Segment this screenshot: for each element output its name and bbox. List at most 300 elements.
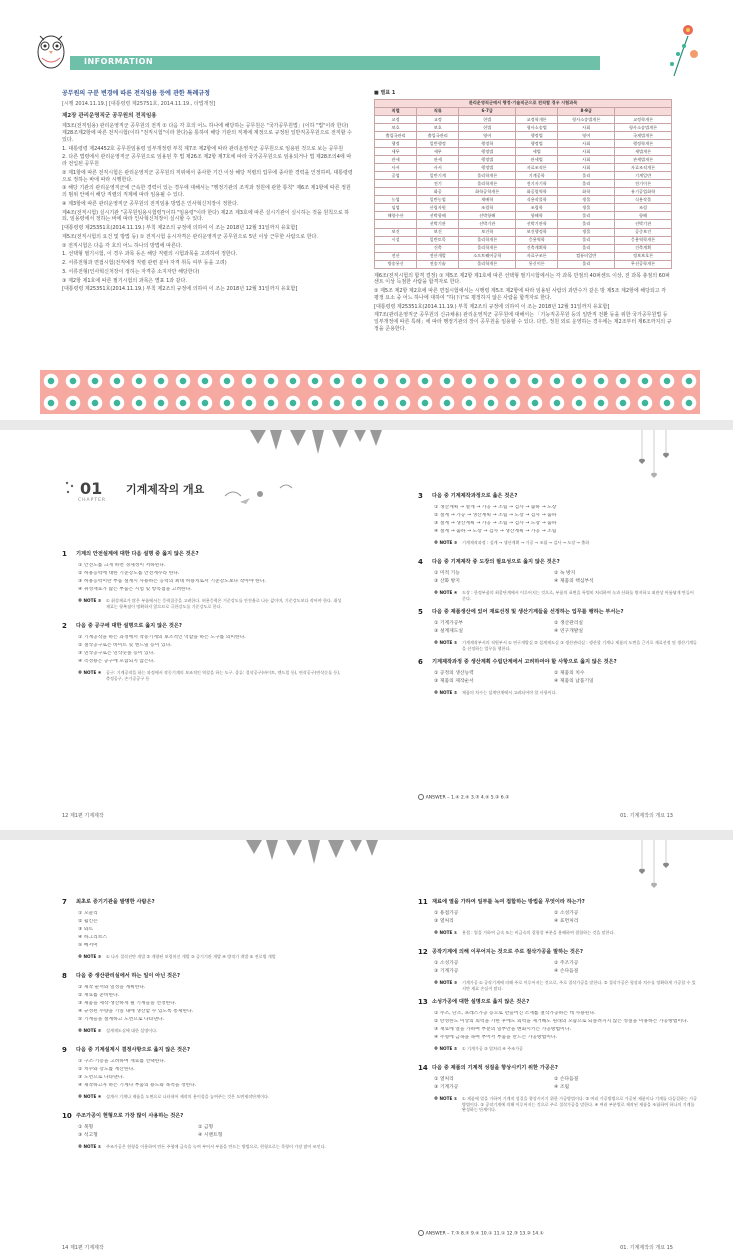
table-row	[375, 252, 672, 260]
answer-option: ⑤ 베서머	[78, 943, 98, 948]
table-cell: 생물	[558, 228, 615, 236]
paragraph: [대통령령 제25351호(2014.11.19.) 부칙 제2조의 규정에 의하여 이 조는 2018년 12월 31일까지 유효함]	[62, 286, 298, 293]
paragraph: 제6조(전직시험의 합격 결정) ① 제5조 제2항 제1호에 따른 선택형 필기시험에서는 각 과목 만점의 40퍼센트 이상, 전 과목 총점의 60퍼센트 이상 득점한 사람을 합격자로 한다.	[374, 272, 670, 286]
answer-option: ④ 제품의 납품기일	[554, 679, 594, 684]
table-cell: 화공열역학	[516, 188, 558, 196]
table-cell: 컴퓨터일반	[558, 252, 615, 260]
answer-option: ③ 와트	[78, 927, 94, 932]
table-row	[375, 156, 672, 164]
info-content	[62, 90, 672, 362]
table-header-cell: 직류	[417, 107, 459, 115]
answer-text: ANSWER – 1.④ 2.④ 3.③ 4.④ 5.② 6.②	[425, 795, 510, 801]
table-cell: 응용역학	[516, 236, 558, 244]
table-cell: 임업	[375, 204, 417, 212]
answer-option: ③ 설계제도실	[434, 629, 463, 634]
table-cell: 선박항해	[417, 212, 459, 220]
answer-option: ④ 제작하고자 하는 기계나 부품의 용도와 목적을 정한다.	[78, 1083, 197, 1088]
question-number: 12	[418, 948, 428, 956]
answer-line	[418, 1230, 544, 1238]
answer-option: ④ 하그리브스	[78, 935, 107, 940]
chapter-badge	[64, 478, 124, 512]
table-cell: 사서	[375, 164, 417, 172]
answer-option: ② 탄성한도 이상의 외력을 가한 후에도 외력을 제거해도 원래의 모습으로 되돌려지지 않는 성질을 이용하는 가공방법이다.	[434, 1019, 689, 1024]
page14-questions	[62, 898, 362, 1228]
table-cell: 관세	[375, 156, 417, 164]
paragraph: [대통령령 제25351호(2014.11.19.) 부칙 제2조의 규정에 의하여 이 조는 2018년 12월 31일까지 유효함]	[374, 303, 610, 310]
table-cell: 건축계획	[615, 244, 672, 252]
table-cell: 전산	[375, 252, 417, 260]
table-header-cell: 직렬	[375, 107, 417, 115]
chapter-number: 01	[80, 479, 103, 498]
note-text: 기계가공 ① 공작기계에 의해 주로 이루어지는 것으로, 주로 절삭가공을 말한다. ② 절삭가공은 형상과 치수를 정확하게 가공할 수 있지만 재료 손실이 많다.	[462, 980, 696, 991]
paragraph: 제3조(전직임용) 관리운영직군 공무원의 전직 ① 다음 각 호의 어느 하나에 해당하는 공무원은 "국가공무원법」(이하 "법"이라 한다) 제28조제2항에 따른 전직시험(이하 "전직시험"이라 한다)을 통하여 해당 기관의 직제에 계정으로 규정된 일반직공무원으로 전직할 수 있다.	[62, 123, 352, 143]
answer-option: ② 주조가공	[554, 961, 579, 966]
table-cell: 행정학개론	[615, 139, 672, 147]
question-number: 7	[62, 898, 67, 906]
table-cell: 보호	[375, 123, 417, 131]
question-text: 기계제작과정 중 생산계획 수립단계에서 고려하여야 할 사항으로 옳지 않은 것은?	[432, 659, 617, 665]
table-cell: 행정법	[459, 156, 516, 164]
paragraph: 1. 대통령령 제24452호 공무원임용령 일부개정령 부칙 제7조 제2항에 따라 관리운영직군 공무원으로 임용된 것으로 보는 공무원	[62, 145, 344, 152]
table-cell: 행정법	[459, 164, 516, 172]
footer-right: 01. 기계제작의 개요 15	[620, 1245, 673, 1252]
answer-option: ④ 손다듬질	[554, 969, 579, 974]
table-cell: 화학공학개론	[459, 188, 516, 196]
footer-left: 12 제1편 기계제작	[62, 813, 104, 820]
chapter-page-12-13	[0, 430, 733, 830]
table-cell: 행정법	[516, 139, 558, 147]
note-text: ① 취성재료가 많은 부품에서는 응력집중을 고려한다. 허용응력은 기준강도를 안전율로 나눈 값이며, 기준강도보다 작아야 한다. 취성재료는 항복점이 명확하지 않으므로 극한강도를 기준강도로 한다.	[106, 598, 342, 609]
table-cell: 일반기계	[417, 172, 459, 180]
table-cell: 응용역학개론	[615, 236, 672, 244]
question-text: 재료에 열을 가하여 일부를 녹여 접합하는 방법을 무엇이라 하는가?	[432, 899, 585, 905]
question-text: 최초로 증기기관을 발명한 사람은?	[76, 899, 155, 905]
table-cell: 선박항해	[459, 212, 516, 220]
table-cell: 행정법	[516, 131, 558, 139]
table-cell: 소프트웨어공학	[459, 252, 516, 260]
answer-option: ③ 재료에 열을 가하여 부분의 일부만을 변화시키는 가공방법이다.	[434, 1027, 571, 1032]
paragraph: 3. 서류전형(인사혁신처장이 정하는 자격증 소지자만 해당한다)	[62, 268, 200, 275]
table-cell: 사회	[558, 148, 615, 156]
table-cell: 세무	[375, 148, 417, 156]
table-cell: 생물	[558, 196, 615, 204]
question-number: 5	[418, 608, 423, 616]
answer-option: ① 안전도를 크게 하면 경제성이 저하된다.	[78, 563, 166, 568]
answer-icon	[418, 1230, 424, 1236]
table-row	[375, 196, 672, 204]
paragraph: 제7조(관리운영직군 공무원의 신규채용) 관리운영직군 공무원에 대해서는 「기능직공무원 등의 일반직 전환 등을 위한 국가공무원법 등 일부개정에 따른 특례」에 따라 행정기관의 장이 공무원을 임용할 수 있다. 다만, 정원 외로 운영하는 경우에는 제2조부터 제6조까지의 규정을 준용한다.	[374, 312, 672, 332]
table-cell: 전송기술	[417, 260, 459, 268]
doc-subtitle: [시행 2014.11.19.] [대통령령 제25751호, 2014.11.19., 타법개정]	[62, 101, 216, 108]
chapter-dots-icon	[64, 480, 76, 498]
table-cell: 전산개발	[417, 252, 459, 260]
table-row	[375, 139, 672, 147]
answer-option: ② 손다듬질	[554, 1077, 579, 1082]
table-cell: 선박기관	[615, 220, 672, 228]
answer-line	[418, 794, 509, 802]
answer-option: ③ 석고형	[78, 1133, 98, 1138]
table-row	[375, 148, 672, 156]
table-cell: 선박기관	[459, 220, 516, 228]
answer-option: ② 허용응력에 대한 기준강도를 안전계수라 한다.	[78, 571, 180, 576]
table-cell	[375, 244, 417, 252]
table-cell: 행정학	[459, 139, 516, 147]
table-row	[375, 180, 672, 188]
table-cell: 물리학개론	[459, 236, 516, 244]
table-cell: 보건	[375, 228, 417, 236]
note-label: ※ NOTE ①	[434, 1096, 458, 1101]
answer-option: ④ 표면처리	[554, 919, 579, 924]
info-right-column	[374, 90, 672, 335]
owl-icon	[34, 26, 68, 70]
answer-option: ③ 제품의 제작순서	[434, 679, 474, 684]
note-text: 공구: 기계공작을 하는 과정에서 작동기계의 보조적인 역할을 하는 도구. 종류: 절삭공구(바이트, 엔드밀 등), 연삭공구(연삭숫돌 등), 측정공구, 손가공공구 등	[106, 670, 341, 681]
answer-option: ① 미적 기능	[434, 571, 460, 576]
chapter-label: CHAPTER	[78, 498, 107, 503]
table-cell: 사서	[417, 164, 459, 172]
answer-option: ① 모즐리	[78, 911, 98, 916]
note-text: ① 기계가공 ③ 열처리 ④ 주조가공	[462, 1046, 524, 1051]
table-cell: 교정	[417, 115, 459, 123]
answer-option: ② 치수와 강도를 계산한다.	[78, 1067, 135, 1072]
note-text: 도장 : 한정부품의 최종단계에서 이루어지는 것으로, 부품의 표면을 특별히 처리하여 녹과 산화를 방지하고 외관상 아름답게 만들어 준다.	[462, 590, 694, 601]
table-cell: 사회	[558, 164, 615, 172]
question-number: 11	[418, 898, 428, 906]
answer-option: ② 소성가공	[554, 911, 579, 916]
chapter-title: 기계제작의 개요	[126, 483, 205, 496]
table-cell: 물리	[558, 220, 615, 228]
table-cell: 물리	[558, 244, 615, 252]
table-cell: 행정	[375, 139, 417, 147]
answer-option: ④ 조립	[554, 1085, 570, 1090]
answer-option: ② 절삭공구로는 바이트 및 엔드밀 등이 있다.	[78, 643, 172, 648]
question-text: 다음 중 기계제작 중 도장의 필요성으로 옳지 않은 것은?	[432, 559, 560, 565]
table-cell: 형사소송법	[516, 123, 558, 131]
table-cell: 보건학	[459, 228, 516, 236]
table-row	[375, 220, 672, 228]
note-label: ※ NOTE ⑤	[78, 1028, 102, 1033]
page15-questions	[418, 898, 708, 1228]
answer-icon	[418, 794, 424, 800]
page13-questions	[418, 492, 708, 802]
answer-option: ② 윌킨슨	[78, 919, 98, 924]
table-cell	[375, 188, 417, 196]
table-cell: 관세	[417, 156, 459, 164]
note-text: 용접 : 열을 가하여 금속 또는 비금속의 결합할 부분을 용해하여 접합하는 것을 말한다.	[462, 930, 615, 935]
paragraph: [대통령령 제25351호(2014.11.19.) 부칙 제2조의 규정에 의하여 이 조는 2018년 12월 31일까지 유효함]	[62, 225, 298, 232]
answer-option: ③ 제품을 제작·생산하게 될 기계들을 선정한다.	[78, 1001, 177, 1006]
exam-subject-table	[374, 99, 672, 269]
question-number: 2	[62, 622, 67, 630]
table-header-row	[375, 107, 672, 115]
answer-text: ANSWER – 7.③ 8.⑤ 9.④ 10.① 11.① 12.③ 13.② 14.①	[425, 1231, 544, 1237]
table-cell: 일반농업	[417, 196, 459, 204]
right-paragraphs	[374, 273, 672, 333]
answer-option: ③ 허용응력이란 부품 설계시 사용하는 응력의 최대 허용치로서 기준강도보다 작아야 한다.	[78, 579, 266, 584]
paragraph: ④ 제3항에 따른 관리운영직군 공무원의 전직임용 방법은 인사혁신처장이 정한다.	[62, 200, 239, 207]
note-label: ※ NOTE ④	[434, 590, 458, 595]
answer-option: ③ 열처리	[434, 919, 454, 924]
table-cell: 무선공학개론	[615, 260, 672, 268]
table-row	[375, 260, 672, 268]
table-row	[375, 131, 672, 139]
answer-option: ② 녹 방지	[554, 571, 576, 576]
left-paragraphs	[62, 123, 354, 293]
note-text: 기계제작과정 : 설계 → 생산계획 → 가공 → 조립 → 검사 → 도장 → 출하	[462, 540, 590, 545]
answer-option: ④ 규정된 수량을 기일 내에 생산할 수 있도록 통제한다.	[78, 1009, 194, 1014]
table-cell: 물리	[558, 236, 615, 244]
note-label: ※ NOTE ④	[78, 1094, 102, 1099]
answer-option: ① 제작 순서와 일정을 계획한다.	[78, 985, 146, 990]
table-cell: 보호	[417, 123, 459, 131]
flower-icon	[660, 22, 700, 78]
table-cell: 건축계획학	[516, 244, 558, 252]
table-cell: 농업	[375, 196, 417, 204]
note-label: ※ NOTE ③	[434, 980, 458, 985]
table-cell: 물리	[558, 180, 615, 188]
paragraph: ② 전직시험은 다음 각 호의 어느 하나의 방법에 따른다.	[62, 242, 183, 249]
question-number: 3	[418, 492, 423, 500]
question-text: 소성가공에 대한 설명으로 옳지 않은 것은?	[432, 999, 530, 1005]
table-cell: 사회	[558, 123, 615, 131]
table-cell: 전기이론	[615, 180, 672, 188]
information-page	[0, 0, 733, 420]
note-text: ① 제품에 열을 가하여 기계적 성질을 향상시키기 위한 가공방법이다. ② 여러 가공방법으로 가공된 제품이나 기계를 다듬질하는 가공방법이다. ③ 공작기계에 의해 이루어지는 것으로 주로 절삭가공을 말한다. ④ 여러 부분별로 제작된 제품을 조립하여 하나의 기계를 완성하는 단계이다.	[462, 1096, 698, 1113]
table-cell: 통신이론	[516, 260, 558, 268]
table-cell: 교정학개론	[516, 115, 558, 123]
table-cell: 물리학개론	[459, 172, 516, 180]
paragraph: ③ 해당 기관의 관리운영직군에 근속한 경력이 있는 경우에 대해서는 "행정기관의 조직과 정원에 관한 통칙" 제6조 제1항에 따른 정원의 범위 안에서 해당 직렬의 직제에 따라 임용될 수 있다.	[62, 185, 351, 199]
table-cell: 공중보건	[615, 228, 672, 236]
table-cell: 물리학개론	[459, 244, 516, 252]
table-cell: 보건	[417, 228, 459, 236]
table-cell: 물리학개론	[459, 180, 516, 188]
question-number: 9	[62, 1046, 67, 1054]
table-cell: 영어	[459, 131, 516, 139]
information-label: INFORMATION	[84, 57, 154, 66]
answer-option: ③ 기계가공	[434, 1085, 459, 1090]
question-text: 다음 중 제품의 기계적 성질을 향상시키기 위한 가공은?	[432, 1065, 558, 1071]
answer-option: ③ 설계 → 생산계획 → 가공 → 조립 → 검사 → 도장 → 출하	[434, 521, 557, 526]
table-cell: 일반행정	[417, 139, 459, 147]
table-cell: 화공	[417, 188, 459, 196]
table-cell: 헌법	[459, 115, 516, 123]
note-label: ※ NOTE ①	[434, 930, 458, 935]
table-cell: 생물	[558, 204, 615, 212]
answer-option: ① 기계가공부	[434, 621, 463, 626]
note-text: 기계제작부서의 직원부서 ① 연구개발실 ② 설계제도실 ③ 생산관리실 : 생산할 기계나 제품의 도면을 근거로 재료선정 및 생산기계들을 선정하는 업무를 행한다.	[462, 640, 697, 651]
table-caption: 관리운영직군에서 행정·기술직군으로 전직할 경우 시험과목	[375, 99, 672, 107]
paragraph: ③ 제2항 제1호에 따른 필기시험의 과목은 별표 1과 같다.	[62, 277, 187, 284]
table-cell: 전기자기학	[516, 180, 558, 188]
paragraph: ② 제5조 제2항 제2호에 따른 면접시험에서는 시행령 제5조 제2항에 따라 임용된 사람의 과반수가 같은 방 제5조 제2항에 해당되고 각 평정 요소 중 어느 하나에 대하여 "하(下)"로 평정하지 않은 사람을 합격자로 한다.	[374, 288, 667, 301]
table-cell: 자료조직론	[516, 164, 558, 172]
paragraph: 1. 선택형 필기시험, 이 경우 과목 등은 해당 직렬의 시험과목을 고려하여 정한다.	[62, 251, 238, 258]
bird-icon	[220, 476, 310, 506]
table-cell: 세무	[417, 148, 459, 156]
table-cell: 일반토목	[417, 236, 459, 244]
paragraph: ② 제1항에 따른 전직시험은 관리운영직군 공무원의 직위에서 종사한 기간 이상 해당 직렬의 업무에 종사한 경력을 인정하며, 대통령령으로 정하는 바에 따라 시행한다.	[62, 169, 353, 183]
table-cell: 자료구조론	[516, 252, 558, 260]
hanging-leaves-icon	[236, 840, 386, 880]
answer-option: ④ 측정용은 공구에 포함되지 않는다.	[78, 659, 155, 664]
note-label: ※ NOTE ①	[78, 1144, 102, 1149]
question-number: 8	[62, 972, 67, 980]
table-cell: 교정학개론	[615, 115, 672, 123]
answer-option: ⑤ 기계들을 설계하고 도면으로 나타낸다.	[78, 1017, 165, 1022]
table-cell: 행정법	[459, 148, 516, 156]
answer-option: ④ 연구개발실	[554, 629, 583, 634]
question-text: 공작기계에 의해 이루어지는 것으로 주로 절삭가공을 말하는 것은?	[432, 949, 583, 955]
answer-option: ④ 주형에 금속을 녹여 부어서 부품을 만드는 가공방법이다.	[434, 1035, 558, 1040]
note-label: ※ NOTE ②	[434, 640, 458, 645]
note-text: 주조가공은 현형을 이용하여 만든 주형에 금속을 녹여 부어서 부품을 만드는 방법으로, 현형으로는 목형이 가장 많이 쓰인다.	[106, 1144, 326, 1149]
table-cell: 식용작물학	[516, 196, 558, 204]
table-cell: 사회	[558, 139, 615, 147]
answer-option: ① 소성가공	[434, 961, 459, 966]
table-cell: 형사소송법개론	[558, 115, 615, 123]
question-text: 다음 중 기계제작과정으로 옳은 것은?	[432, 493, 518, 499]
paragraph: 2. 서류전형과 면접시험(전직예정 직렬 관련 분야 자격 취득 여부 등을 고려)	[62, 260, 227, 267]
answer-option: ② 제품의 치수	[554, 671, 585, 676]
table-cell: 재배학	[459, 196, 516, 204]
note-text: 제품의 치수는 설계단계에서 고려되어야 할 사항이다.	[462, 690, 557, 695]
answer-option: ④ 제품의 핵심부석	[554, 579, 594, 584]
answer-option: ① 용접가공	[434, 911, 459, 916]
question-text: 주조가공이 현형으로 가장 많이 사용하는 것은?	[76, 1113, 184, 1119]
table-row	[375, 172, 672, 180]
table-cell	[375, 220, 417, 228]
table-cell: 조림학	[459, 204, 516, 212]
table-cell: 출입국관리	[375, 131, 417, 139]
question-number: 13	[418, 998, 428, 1006]
hanging-leaves-icon	[240, 430, 390, 470]
note-label: ※ NOTE ②	[434, 690, 458, 695]
paragraph: 제4조(전직시험) 실시기관 "공무원임용시험령"(이하 "임용령"이라 한다) 제2조 제3호에 따른 실시기관이 실시하는 것을 원칙으로 하되, 임용령에서 정하는 바에 따라 인사혁신처장이 실시할 수 있다.	[62, 209, 350, 223]
table-row	[375, 115, 672, 123]
table-cell: 방송통신	[375, 260, 417, 268]
note-text: 설계제도실에 대한 설명이다.	[106, 1028, 158, 1033]
answer-option: ③ 도면으로 나타낸다.	[78, 1075, 124, 1080]
table-cell: 헌법	[459, 123, 516, 131]
table-cell: 영어	[558, 131, 615, 139]
heart-icon	[632, 840, 676, 900]
table-cell: 조림	[615, 204, 672, 212]
table-cell: 조림학	[516, 204, 558, 212]
table-cell: 항해	[615, 212, 672, 220]
table-cell: 세법개론	[615, 148, 672, 156]
answer-option: ② 금형	[198, 1125, 214, 1130]
note-text: ① 나사 절삭선반 개발 ② 개량된 보링머신 개발 ③ 증기기관 개발 ④ 방적기 개발 ⑤ 전로법 개발	[106, 954, 276, 959]
answer-option: ① 기계공작을 하는 과정에서 작동기계의 보조적인 역할을 하는 도구를 의미한다.	[78, 635, 246, 640]
answer-option: ① 주조, 단조, 프레스가공 등으로 만들어진 소재를 절삭가공하는 데 사용된다.	[434, 1011, 596, 1016]
table-body	[375, 115, 672, 268]
question-number: 6	[418, 658, 423, 666]
table-cell: 공업	[375, 172, 417, 180]
table-cell: 출입국관리	[417, 131, 459, 139]
table-row	[375, 236, 672, 244]
table-cell: 형사소송법개론	[615, 123, 672, 131]
table-cell: 관세법개론	[615, 156, 672, 164]
question-number: 4	[418, 558, 423, 566]
heart-icon	[632, 430, 676, 490]
answer-option: ① 열처리	[434, 1077, 454, 1082]
footer-left: 14 제1편 기계제작	[62, 1245, 104, 1252]
note-label: ※ NOTE ④	[78, 670, 102, 675]
table-header-cell	[615, 107, 672, 115]
answer-option: ② 설계 → 가공 → 생산계획 → 조립 → 도장 → 검사 → 출하	[434, 513, 557, 518]
question-text: 다음 중 제품생산에 있어 재료선정 및 생산기계들을 선정하는 업무를 행하는 부서는?	[432, 609, 624, 615]
table-cell: 물리	[558, 260, 615, 268]
answer-option: ③ 기계가공	[434, 969, 459, 974]
table-cell: 물리학개론	[459, 260, 516, 268]
table-row	[375, 228, 672, 236]
table-cell: 세법	[516, 148, 558, 156]
section-title: 제2장 관리운영직군 공무원의 전직임용	[62, 112, 157, 119]
table-cell: 물리	[558, 172, 615, 180]
question-text: 다음 중 기계설계시 결정사항으로 옳지 않은 것은?	[76, 1047, 191, 1053]
note-label: ※ NOTE ③	[434, 540, 458, 545]
table-cell: 자료조직개론	[615, 164, 672, 172]
answer-option: ② 재료를 준비한다.	[78, 993, 120, 998]
paragraph: 제5조(전직시험의 요건 및 방법 등) ① 전직시험 응시자격은 관리운영직군 공무원으로 5년 이상 근무한 사람으로 한다.	[62, 233, 318, 240]
table-row	[375, 212, 672, 220]
table-cell: 해양수산	[375, 212, 417, 220]
table-cell: 유기공업화학	[615, 188, 672, 196]
chapter-page-14-15	[0, 840, 733, 1260]
table-header-cell	[516, 107, 558, 115]
question-number: 10	[62, 1112, 72, 1120]
answer-option: ④ 취성재료가 많은 부품은 시험 및 항복점을 고려한다.	[78, 587, 192, 592]
note-label: ※ NOTE ③	[78, 598, 102, 603]
table-cell: 국제법개론	[615, 131, 672, 139]
answer-option: ④ 설계 → 출하 → 도장 → 검사 → 생산계획 → 가공 → 조립	[434, 529, 557, 534]
answer-option: ④ 시멘트형	[198, 1133, 223, 1138]
table-cell: 산림자원	[417, 204, 459, 212]
paragraph: 2. 다른 법령에서 관리운영직군 공무원으로 임용된 후 법 제26조 제2항 제7호에 따라 국가공무원으로 임용되거나 법 제28조의4에 따라 전입된 공무원	[62, 154, 352, 168]
table-row	[375, 204, 672, 212]
decorative-pattern	[40, 370, 700, 414]
answer-option: ③ 연삭공구로는 연삭숫돌 등이 있다.	[78, 651, 155, 656]
table-cell: 보건행정학	[516, 228, 558, 236]
answer-option: ① 목형	[78, 1125, 94, 1130]
table-row	[375, 188, 672, 196]
table-cell: 항해학	[516, 212, 558, 220]
table-cell: 교정	[375, 115, 417, 123]
answer-option: ③ 산화 방지	[434, 579, 460, 584]
table-header-cell: 6·7급	[459, 107, 516, 115]
footer-right: 01. 기계제작의 개요 13	[620, 813, 673, 820]
note-label: ※ NOTE ②	[434, 1046, 458, 1051]
answer-option: ① 생산계획 → 설계 → 가공 → 조립 → 검사 → 출하 → 도장	[434, 505, 557, 510]
doc-title: 공무원의 구분 변경에 따른 전직임용 등에 관한 특례규정	[62, 90, 210, 97]
answer-option: ① 구조·기능을 고려하여 재료를 선택한다.	[78, 1059, 166, 1064]
table-cell	[375, 180, 417, 188]
table-row	[375, 164, 672, 172]
question-text: 기계의 안전설계에 대한 다음 설명 중 옳지 않은 것은?	[76, 551, 199, 557]
table-cell: 건축	[417, 244, 459, 252]
table-cell: 전기	[417, 180, 459, 188]
table-cell: 기계공학	[516, 172, 558, 180]
question-text: 다음 중 공구에 대한 설명으로 옳지 않은 것은?	[76, 623, 182, 629]
page12-questions	[62, 550, 362, 800]
table-cell: 사회	[558, 156, 615, 164]
question-number: 1	[62, 550, 67, 558]
table-cell: 물리	[558, 212, 615, 220]
answer-option: ① 공정의 생산능력	[434, 671, 474, 676]
table-cell: 시설	[375, 236, 417, 244]
table-cell: 화학	[558, 188, 615, 196]
